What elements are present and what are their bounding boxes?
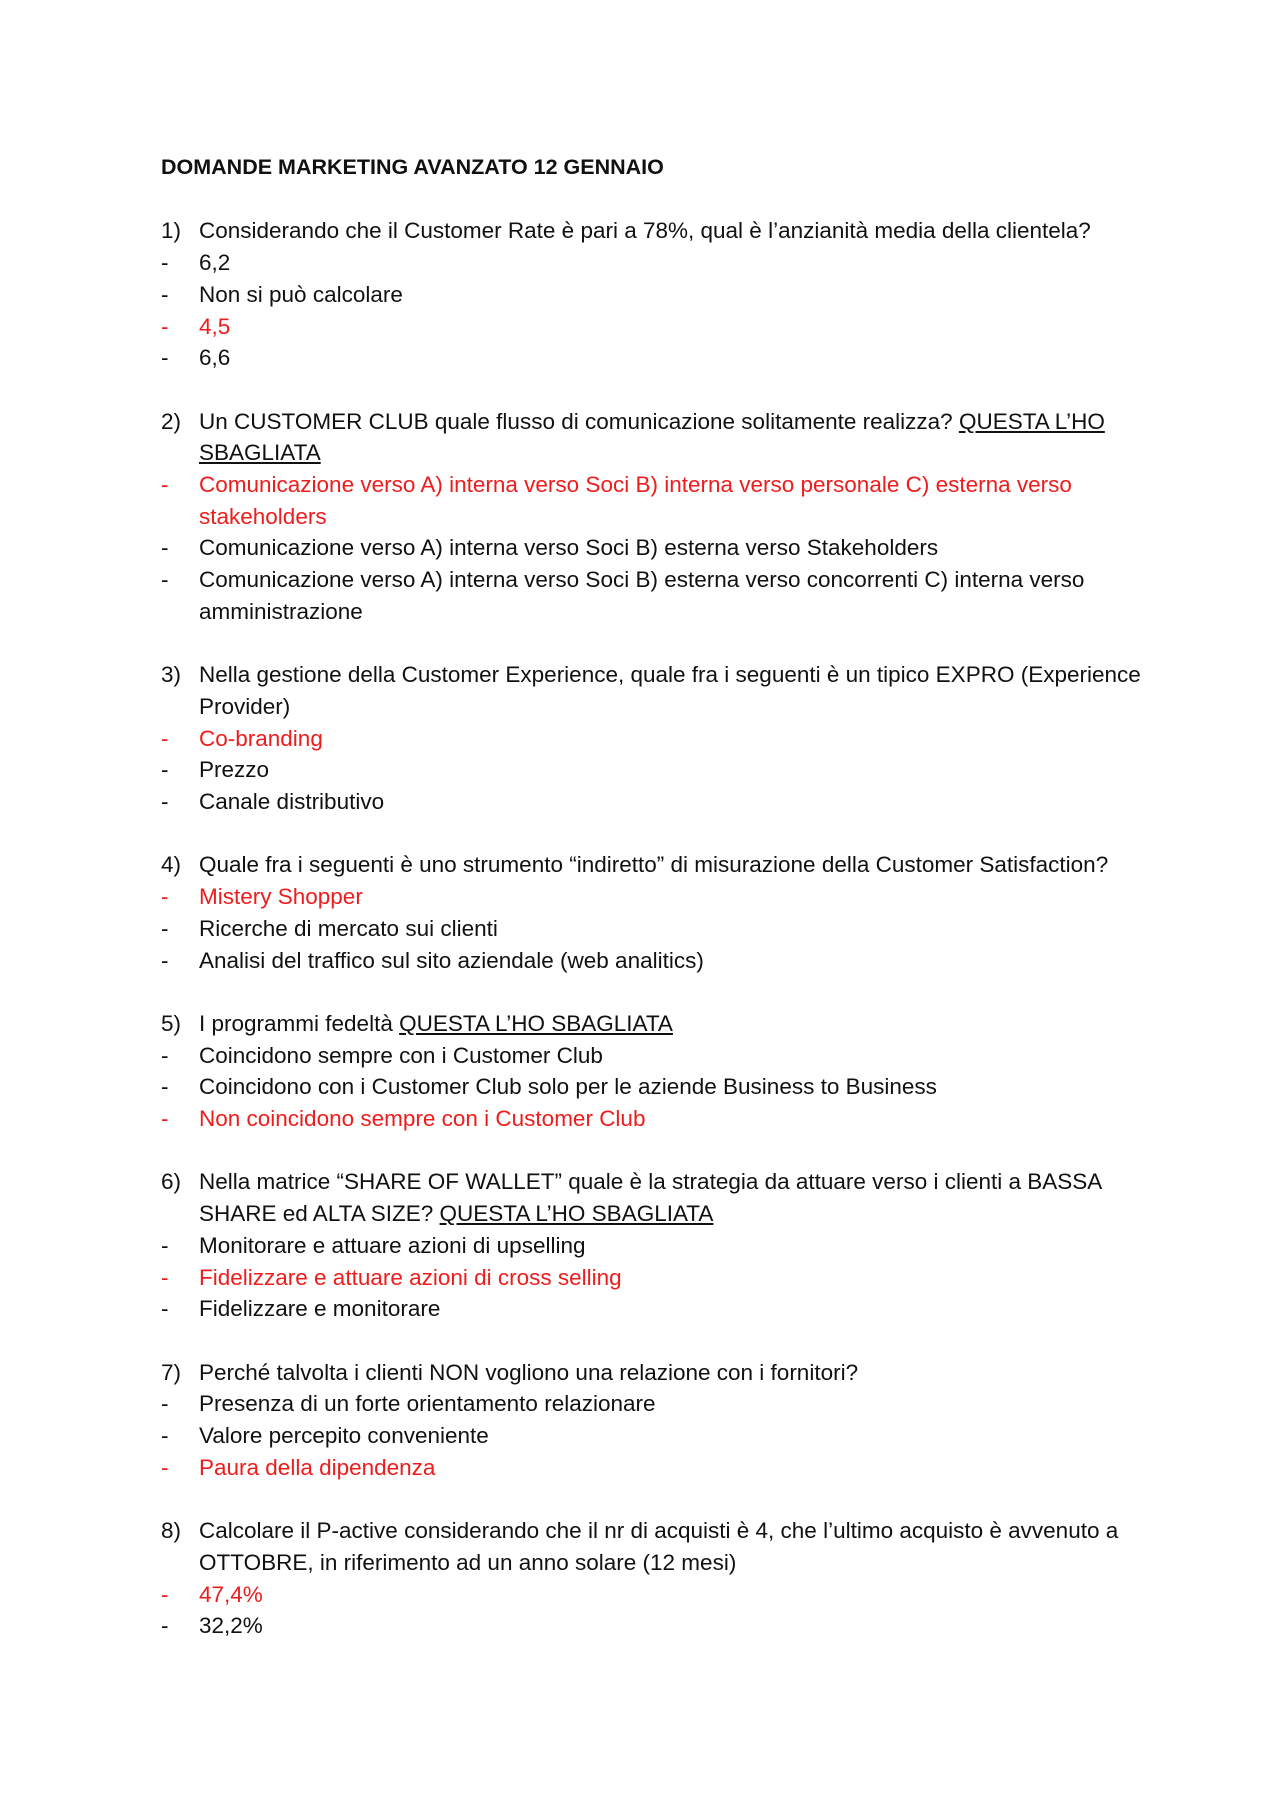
answer-text: Analisi del traffico sul sito aziendale (web analitics) — [199, 947, 704, 973]
bullet-dash: - — [161, 1613, 169, 1639]
answer-text: Non coincidono sempre con i Customer Club — [199, 1106, 646, 1132]
question-number: 6) — [161, 1169, 182, 1195]
answer-text: Non si può calcolare — [199, 281, 403, 307]
answer-option — [161, 532, 1151, 564]
answer-option — [161, 564, 1151, 627]
question-text: I programmi fedeltà — [199, 1010, 393, 1036]
answer-options — [161, 469, 1151, 628]
bullet-dash: - — [161, 472, 169, 497]
question-text: Nella gestione della Customer Experience, quale fra i seguenti è un tipico EXPRO (Experience Provider) — [199, 662, 1141, 719]
question-number: 4) — [161, 852, 182, 878]
bullet-dash: - — [161, 1232, 169, 1258]
answer-text: Prezzo — [199, 757, 270, 783]
answer-option — [161, 786, 1151, 818]
question-5 — [161, 1008, 1151, 1135]
bullet-dash: - — [161, 1264, 169, 1290]
bullet-dash: - — [161, 725, 169, 751]
answer-text: Mistery Shopper — [199, 884, 363, 910]
document-title: DOMANDE MARKETING AVANZATO 12 GENNAIO — [161, 155, 664, 179]
question-number: 2) — [161, 408, 182, 434]
question-text-wrap — [199, 849, 1151, 881]
bullet-dash: - — [161, 1074, 169, 1100]
answer-option-correct — [161, 469, 1151, 532]
bullet-dash: - — [161, 535, 169, 561]
bullet-dash: - — [161, 757, 169, 783]
answer-text: 4,5 — [199, 313, 231, 339]
answer-option-correct — [161, 1579, 1151, 1611]
question-text-wrap — [199, 1357, 1151, 1389]
question-note: QUESTA L’HO SBAGLIATA — [439, 1201, 714, 1227]
question-line — [161, 1357, 1151, 1389]
question-2 — [161, 406, 1151, 628]
answer-text: Comunicazione verso A) interna verso Soci B) interna verso personale C) esterna verso stakeholders — [199, 472, 1072, 529]
question-number: 3) — [161, 662, 182, 688]
answer-option — [161, 1420, 1151, 1452]
bullet-dash: - — [161, 1296, 169, 1322]
answer-options — [161, 881, 1151, 976]
question-line — [161, 1008, 1151, 1040]
question-line — [161, 1166, 1151, 1229]
bullet-dash: - — [161, 1106, 169, 1132]
question-number: 5) — [161, 1010, 182, 1036]
question-4 — [161, 849, 1151, 976]
answer-option — [161, 754, 1151, 786]
question-6 — [161, 1166, 1151, 1325]
answer-option-correct — [161, 881, 1151, 913]
answer-option-correct — [161, 1262, 1151, 1294]
answer-options — [161, 247, 1151, 374]
answer-text: Coincidono sempre con i Customer Club — [199, 1042, 603, 1068]
question-note: QUESTA L’HO SBAGLIATA — [399, 1010, 673, 1036]
answer-text: Valore percepito conveniente — [199, 1423, 489, 1449]
answer-option-correct — [161, 1103, 1151, 1135]
question-text-wrap — [199, 659, 1151, 722]
answer-option — [161, 247, 1151, 279]
answer-option-correct — [161, 311, 1151, 343]
answer-option — [161, 1610, 1151, 1642]
question-text: Perché talvolta i clienti NON vogliono una relazione con i fornitori? — [199, 1359, 859, 1385]
question-text: Un CUSTOMER CLUB quale flusso di comunicazione solitamente realizza? — [199, 408, 953, 434]
answer-text: Co-branding — [199, 725, 323, 751]
question-note: QUESTA L’HO SBAGLIATA — [199, 408, 1105, 466]
bullet-dash: - — [161, 345, 169, 371]
question-number: 7) — [161, 1359, 182, 1385]
bullet-dash: - — [161, 250, 169, 276]
answer-options — [161, 1388, 1151, 1483]
bullet-dash: - — [161, 1423, 169, 1449]
question-text-wrap — [199, 1166, 1151, 1229]
question-text: Quale fra i seguenti è uno strumento “indiretto” di misurazione della Customer Satisfaction? — [199, 852, 1109, 878]
answer-option — [161, 1071, 1151, 1103]
answer-text: 47,4% — [199, 1581, 263, 1607]
bullet-dash: - — [161, 567, 169, 593]
answer-text: 32,2% — [199, 1613, 263, 1639]
bullet-dash: - — [161, 1581, 169, 1607]
answer-options — [161, 1040, 1151, 1135]
answer-option — [161, 913, 1151, 945]
answer-text: Fidelizzare e monitorare — [199, 1296, 441, 1322]
question-line — [161, 215, 1151, 247]
answer-text: Monitorare e attuare azioni di upselling — [199, 1232, 586, 1258]
question-text: Calcolare il P-active considerando che il nr di acquisti è 4, che l’ultimo acquisto è avvenuto a OTTOBRE, in riferimento ad un anno solare (12 mesi) — [199, 1518, 1119, 1575]
question-text-wrap — [199, 215, 1151, 247]
bullet-dash: - — [161, 915, 169, 941]
answer-option — [161, 1388, 1151, 1420]
answer-option — [161, 279, 1151, 311]
answer-text: 6,6 — [199, 345, 231, 371]
answer-option-correct — [161, 1452, 1151, 1484]
answer-text: Paura della dipendenza — [199, 1454, 436, 1480]
question-text: Nella matrice “SHARE OF WALLET” quale è la strategia da attuare verso i clienti a BASSA SHARE ed ALTA SIZE? — [199, 1169, 1102, 1227]
answer-text: Comunicazione verso A) interna verso Soci B) esterna verso concorrenti C) interna verso amministrazione — [199, 567, 1085, 624]
question-line — [161, 406, 1151, 469]
answer-text: Ricerche di mercato sui clienti — [199, 915, 498, 941]
question-8 — [161, 1515, 1151, 1642]
bullet-dash: - — [161, 281, 169, 307]
question-text-wrap — [199, 1515, 1151, 1578]
answer-options — [161, 1579, 1151, 1642]
bullet-dash: - — [161, 884, 169, 910]
answer-text: 6,2 — [199, 250, 231, 276]
question-number: 1) — [161, 218, 182, 244]
question-text-wrap — [199, 406, 1151, 469]
question-3 — [161, 659, 1151, 818]
bullet-dash: - — [161, 947, 169, 973]
bullet-dash: - — [161, 313, 169, 339]
answer-options — [161, 1230, 1151, 1325]
bullet-dash: - — [161, 789, 169, 815]
bullet-dash: - — [161, 1454, 169, 1480]
question-text-wrap — [199, 1008, 1151, 1040]
answer-text: Coincidono con i Customer Club solo per le aziende Business to Business — [199, 1074, 937, 1100]
question-line — [161, 659, 1151, 722]
answer-text: Canale distributivo — [199, 789, 385, 815]
answer-option — [161, 1293, 1151, 1325]
question-1 — [161, 215, 1151, 374]
bullet-dash: - — [161, 1391, 169, 1417]
question-line — [161, 1515, 1151, 1578]
question-text: Considerando che il Customer Rate è pari a 78%, qual è l’anzianità media della clientela? — [199, 218, 1091, 244]
answer-text: Presenza di un forte orientamento relazionare — [199, 1391, 656, 1417]
answer-options — [161, 723, 1151, 818]
answer-text: Fidelizzare e attuare azioni di cross selling — [199, 1264, 622, 1290]
question-list — [161, 215, 1151, 1642]
answer-option — [161, 945, 1151, 977]
bullet-dash: - — [161, 1042, 169, 1068]
question-7 — [161, 1357, 1151, 1484]
answer-option-correct — [161, 723, 1151, 755]
question-line — [161, 849, 1151, 881]
answer-option — [161, 342, 1151, 374]
document-body — [161, 152, 1151, 1674]
answer-option — [161, 1230, 1151, 1262]
answer-option — [161, 1040, 1151, 1072]
question-number: 8) — [161, 1518, 182, 1544]
answer-text: Comunicazione verso A) interna verso Soci B) esterna verso Stakeholders — [199, 535, 939, 561]
